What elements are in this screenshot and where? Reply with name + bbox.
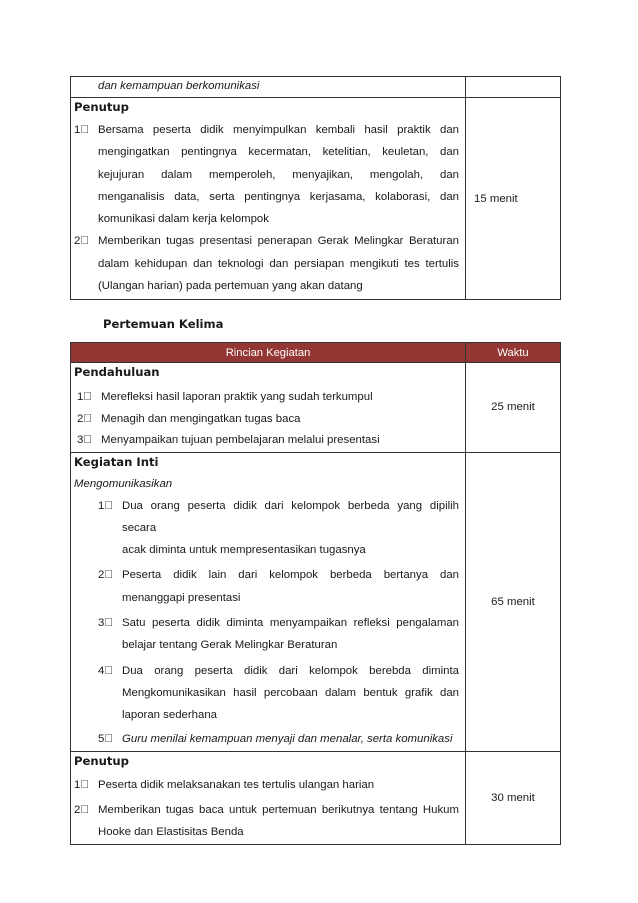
pendahuluan-row (71, 363, 561, 453)
list-item: 2 Memberikan tugas baca untuk pertemuan berikutnya tentang Hukum Hooke dan Elastisitas Benda (74, 804, 459, 839)
list-item: 1 Bersama peserta didik menyimpulkan kembali hasil praktik dan mengingatkan pentingnya kecermatan, ketelitian, keuletan, dan kejujuran dalam memperoleh, menyajikan, mengolah, dan menganalisis data, serta pentingnya kerjasama, kolaborasi, dan komunikasi dalam kerja kelompok (74, 124, 459, 226)
header-activity: Rincian Kegiatan (71, 343, 466, 363)
time-cell: 25 menit (466, 363, 561, 453)
penutup-row-2 (71, 751, 561, 844)
table-header-row (71, 343, 561, 363)
list-item: 2 Peserta didik lain dari kelompok berbeda bertanya dan menanggapi presentasi (98, 569, 459, 604)
list-item: 4 Dua orang peserta didik dari kelompok berebda diminta Mengkomunikasikan hasil percobaan dalam bentuk grafik dan laporan sederhana (98, 664, 459, 722)
header-time: Waktu (466, 343, 561, 363)
meeting-title: Pertemuan Kelima (103, 317, 224, 331)
list-item: 1 Merefleksi hasil laporan praktik yang sudah terkumpul (77, 391, 373, 403)
section-heading-inti: Kegiatan Inti (74, 454, 159, 469)
subheading: Mengomunikasikan (74, 477, 173, 490)
list-item: 3 Menyampaikan tujuan pembelajaran melalui presentasi (77, 434, 380, 446)
inti-row (71, 452, 561, 751)
section-heading-penutup: Penutup (74, 753, 129, 768)
list-item: 3 Satu peserta didik diminta menyampaikan refleksi pengalaman belajar tentang Gerak Melingkar Beraturan (98, 616, 459, 652)
list-item: 1 Dua orang peserta didik dari kelompok berbeda yang dipilih secara acak diminta untuk mempresentasikan tugasnya (98, 499, 459, 557)
penutup-row-1 (71, 98, 561, 300)
section-heading-penutup: Penutup (74, 100, 129, 114)
list-item: 5 Guru menilai kemampuan menyaji dan menalar, serta komunikasi (98, 733, 453, 746)
list-item: 2 Memberikan tugas presentasi penerapan Gerak Melingkar Beraturan dalam kehidupan dan teknologi dan persiapan mengikuti tes tertulis (Ulangan harian) pada pertemuan yang akan datang (74, 235, 459, 293)
activity-table-continued (70, 76, 561, 300)
continued-text: dan kemampuan berkomunikasi (98, 80, 260, 92)
continued-row (71, 77, 561, 98)
time-cell: 15 menit (466, 98, 561, 300)
activity-table (70, 342, 561, 845)
list-item: 1 Peserta didik melaksanakan tes tertulis ulangan harian (74, 778, 375, 791)
time-cell: 65 menit (466, 452, 561, 751)
list-item: 2 Menagih dan mengingatkan tugas baca (77, 412, 301, 425)
section-heading-pendahuluan: Pendahuluan (74, 365, 160, 379)
time-cell: 30 menit (466, 751, 561, 844)
